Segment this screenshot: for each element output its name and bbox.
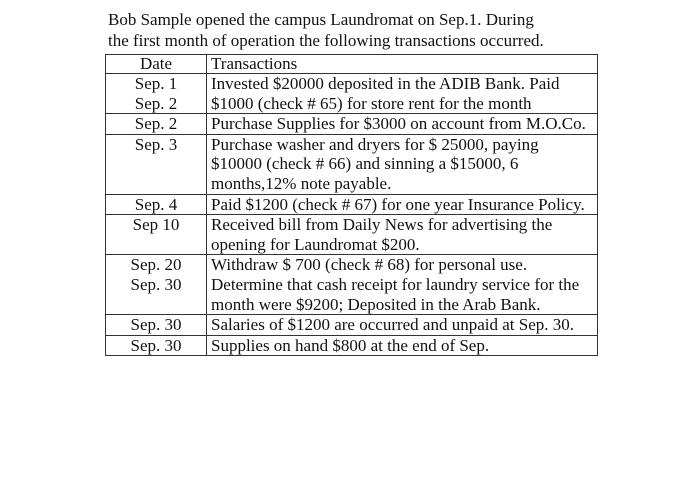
table-row xyxy=(106,315,598,336)
transactions-column-header: Transactions xyxy=(207,55,598,74)
date-value: Sep. 2 xyxy=(134,93,178,113)
transaction-cell: Supplies on hand $800 at the end of Sep. xyxy=(207,335,598,356)
date-cell xyxy=(106,74,207,114)
table-row xyxy=(106,255,598,315)
date-value: Sep. 3 xyxy=(134,134,178,154)
date-cell xyxy=(106,194,207,215)
transaction-cell: Paid $1200 (check # 67) for one year Insurance Policy. xyxy=(207,194,598,215)
table-row xyxy=(106,74,598,114)
date-cell xyxy=(106,134,207,194)
transactions-table xyxy=(105,54,598,356)
date-cell xyxy=(106,255,207,315)
table-row xyxy=(106,215,598,255)
date-column-header: Date xyxy=(106,55,207,74)
transaction-cell: Withdraw $ 700 (check # 68) for personal use. Determine that cash receipt for laundry service for the month were $9200; Deposited in the Arab Bank. xyxy=(207,255,598,315)
date-value: Sep. 20 xyxy=(130,255,182,275)
date-cell xyxy=(106,315,207,336)
date-cell xyxy=(106,114,207,135)
transaction-cell: Salaries of $1200 are occurred and unpaid at Sep. 30. xyxy=(207,315,598,336)
date-value: Sep. 30 xyxy=(130,315,182,335)
date-value: Sep 10 xyxy=(132,215,180,235)
transaction-cell: Received bill from Daily News for advertising the opening for Laundromat $200. xyxy=(207,215,598,255)
date-value: Sep. 30 xyxy=(130,335,182,355)
intro-line-2: the first month of operation the following transactions occurred. xyxy=(108,31,544,50)
table-row xyxy=(106,114,598,135)
transaction-cell: Invested $20000 deposited in the ADIB Bank. Paid $1000 (check # 65) for store rent for the month xyxy=(207,74,598,114)
date-cell xyxy=(106,215,207,255)
intro-line-1: Bob Sample opened the campus Laundromat on Sep.1. During xyxy=(108,10,534,29)
intro-paragraph xyxy=(108,9,598,51)
table-header-row xyxy=(106,55,598,74)
transaction-cell: Purchase washer and dryers for $ 25000, paying $10000 (check # 66) and sinning a $15000, 6 months,12% note payable. xyxy=(207,134,598,194)
date-value: Sep. 4 xyxy=(134,194,178,214)
table-row xyxy=(106,194,598,215)
date-cell xyxy=(106,335,207,356)
transaction-cell: Purchase Supplies for $3000 on account from M.O.Co. xyxy=(207,114,598,135)
date-value: Sep. 30 xyxy=(130,274,182,294)
date-value: Sep. 1 xyxy=(134,74,178,93)
table-row xyxy=(106,335,598,356)
date-value: Sep. 2 xyxy=(134,114,178,134)
table-row xyxy=(106,134,598,194)
